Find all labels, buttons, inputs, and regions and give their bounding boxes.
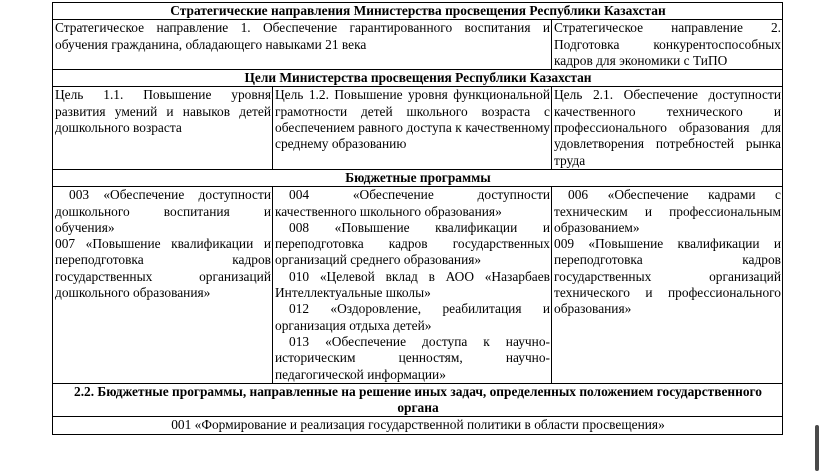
budget-program-009: 009 «Повышение квалификации и переподготовка кадров государственных организаций технического и профессионального образования» [554, 236, 781, 317]
budget-program-008: 008 «Повышение квалификации и переподготовка кадров государственных организаций среднего образования» [275, 219, 550, 268]
budget-program-003: 003 «Обеспечение доступности дошкольного воспитания и обучения» [55, 187, 271, 235]
budget-programs-header: Бюджетные программы [53, 169, 783, 186]
goals-header: Цели Министерства просвещения Республики Казахстан [53, 70, 783, 87]
budget-program-001: 001 «Формирование и реализация государственной политики в области просвещения» [53, 417, 783, 434]
budget-programs-col-3 [552, 187, 783, 384]
strategic-direction-2: Стратегическое направление 2. Подготовка конкурентоспособных кадров для экономики с ТиПО [552, 20, 783, 70]
strategic-directions-header: Стратегические направления Министерства просвещения Республики Казахстан [53, 3, 783, 20]
goal-2-1: Цель 2.1. Обеспечение доступности качественного технического и профессионального образования для удовлетворения потребностей рынка труда [552, 87, 783, 169]
budget-program-013: 013 «Обеспечение доступа к научно-историческим ценностям, научно-педагогической информации» [275, 333, 550, 382]
strategy-table [52, 2, 783, 435]
budget-programs-col-1 [53, 187, 273, 384]
budget-program-007: 007 «Повышение квалификации и переподготовка кадров государственных организаций дошкольного образования» [55, 236, 271, 301]
goal-1-2: Цель 1.2. Повышение уровня функциональной грамотности детей школьного возраста с обеспечением равного доступа к качественному среднему образованию [273, 87, 552, 169]
scrollbar-thumb[interactable] [815, 425, 819, 471]
strategic-direction-1: Стратегическое направление 1. Обеспечение гарантированного воспитания и обучения гражданина, обладающего навыками 21 века [53, 20, 552, 70]
budget-program-006: 006 «Обеспечение кадрами с техническим и профессиональным образованием» [554, 187, 781, 235]
budget-programs-col-2 [273, 187, 552, 384]
goal-1-1: Цель 1.1. Повышение уровня развития умений и навыков детей дошкольного возраста [53, 87, 273, 169]
budget-program-010: 010 «Целевой вклад в АОО «Назарбаев Интеллектуальные школы» [275, 268, 550, 301]
budget-program-004: 004 «Обеспечение доступности качественного школьного образования» [275, 187, 550, 219]
other-programs-header: 2.2. Бюджетные программы, направленные на решение иных задач, определенных положением государственного органа [53, 383, 783, 417]
budget-program-012: 012 «Оздоровление, реабилитация и организация отдыха детей» [275, 301, 550, 333]
